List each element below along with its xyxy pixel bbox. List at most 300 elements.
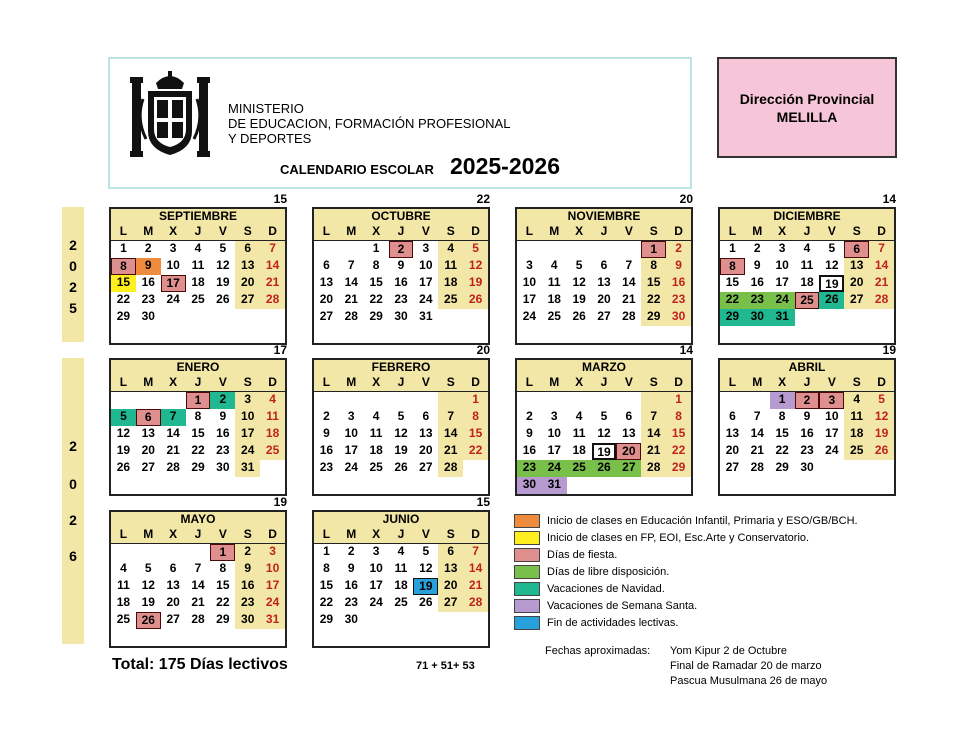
weekday-label: L — [322, 224, 331, 238]
calendar-day: 22 — [775, 443, 789, 457]
empty-day — [745, 392, 770, 409]
empty-day — [186, 309, 211, 326]
calendar-day: 28 — [869, 292, 894, 309]
calendar-day: 3 — [819, 392, 844, 409]
calendar-day: 25 — [369, 460, 383, 474]
calendar-day: 14 — [166, 426, 180, 440]
calendar-day: 12 — [216, 258, 230, 272]
calendar-day: 27 — [235, 292, 260, 309]
calendar-day: 9 — [397, 258, 405, 272]
calendar-day: 14 — [869, 258, 894, 275]
calendar-day: 25 — [116, 612, 131, 626]
calendar-day: 23 — [745, 292, 770, 309]
calendar-day: 10 — [369, 561, 383, 575]
month-day-count: 19 — [882, 343, 896, 357]
calendar-day: 13 — [725, 426, 740, 440]
date-note: Pascua Musulmana 26 de mayo — [670, 675, 828, 687]
calendar-day: 23 — [344, 595, 358, 609]
calendar-day: 26 — [216, 292, 230, 306]
empty-day — [260, 309, 285, 326]
calendar-day: 23 — [394, 292, 408, 306]
empty-day — [869, 309, 894, 326]
empty-day — [567, 241, 592, 258]
calendar-day: 23 — [517, 460, 542, 477]
calendar-day: 3 — [260, 544, 285, 561]
empty-day — [364, 392, 389, 409]
calendar-day: 21 — [260, 275, 285, 292]
calendar-day: 20 — [597, 292, 611, 306]
calendar-day: 17 — [260, 578, 285, 595]
calendar-day: 7 — [753, 409, 761, 423]
weekday-label: X — [575, 224, 584, 238]
empty-day — [438, 309, 463, 326]
weekday-label: S — [446, 224, 455, 238]
empty-day — [745, 477, 770, 494]
weekday-label: S — [446, 375, 455, 389]
calendar-day: 28 — [750, 460, 764, 474]
year-digit: 2 — [69, 279, 77, 295]
calendar-day: 20 — [319, 292, 334, 306]
calendar-day: 16 — [522, 443, 537, 457]
calendar-day: 28 — [641, 460, 666, 477]
empty-day — [517, 392, 542, 409]
empty-day — [111, 629, 136, 646]
empty-day — [111, 326, 136, 343]
calendar-day: 19 — [572, 292, 586, 306]
calendar-day: 21 — [463, 578, 488, 595]
calendar-day: 11 — [572, 426, 586, 440]
calendar-day: 15 — [216, 578, 230, 592]
calendar-day: 20 — [141, 443, 155, 457]
calendar-day: 6 — [729, 409, 736, 423]
weekday-label: V — [624, 375, 633, 389]
weekday-label: J — [397, 527, 405, 541]
weekday-label: L — [119, 527, 128, 541]
calendar-day: 7 — [438, 409, 463, 426]
empty-day — [260, 477, 285, 494]
calendar-day: 19 — [592, 443, 617, 460]
weekday-label: S — [649, 375, 658, 389]
empty-day — [235, 477, 260, 494]
calendar-day: 12 — [116, 426, 131, 440]
empty-day — [438, 629, 463, 646]
empty-day — [111, 392, 136, 409]
empty-day — [641, 477, 666, 494]
calendar-day: 25 — [844, 443, 869, 460]
empty-day — [314, 241, 339, 258]
empty-day — [413, 326, 438, 343]
calendar-day: 3 — [347, 409, 355, 423]
calendar-day: 12 — [419, 561, 433, 575]
calendar-day: 23 — [141, 292, 155, 306]
empty-day — [210, 477, 235, 494]
calendar-day: 4 — [844, 392, 869, 409]
calendar-day: 11 — [800, 258, 814, 272]
empty-day — [745, 326, 770, 343]
calendar-day: 27 — [166, 612, 180, 626]
ministry-name: MINISTERIO DE EDUCACION, FORMACIÓN PROFESIONAL Y DEPORTES — [228, 101, 511, 146]
calendar-day: 3 — [169, 241, 177, 255]
calendar-day: 25 — [547, 309, 561, 323]
calendar-day: 15 — [725, 275, 740, 289]
empty-day — [339, 392, 364, 409]
weekday-label: M — [346, 527, 357, 541]
month-calendar — [109, 495, 287, 648]
calendar-day: 27 — [141, 460, 155, 474]
weekday-label: X — [778, 375, 787, 389]
empty-day — [314, 477, 339, 494]
calendar-day: 18 — [572, 443, 586, 457]
calendar-day: 29 — [720, 309, 745, 326]
weekday-label: L — [728, 375, 737, 389]
calendar-day: 30 — [344, 612, 358, 626]
weekday-header — [111, 223, 285, 241]
month-calendar — [718, 343, 896, 496]
calendar-day: 8 — [219, 561, 227, 575]
empty-day — [389, 629, 414, 646]
calendar-day: 27 — [597, 309, 611, 323]
empty-day — [314, 629, 339, 646]
month-calendar — [312, 495, 490, 648]
calendar-day: 3 — [422, 241, 430, 255]
calendar-day: 23 — [800, 443, 814, 457]
calendar-day: 27 — [419, 460, 433, 474]
weekday-label: L — [525, 375, 534, 389]
month-title: FEBRERO — [314, 360, 488, 374]
weekday-label: D — [877, 224, 886, 238]
weekday-header — [314, 374, 488, 392]
calendar-day: 13 — [235, 258, 260, 275]
month-day-count: 19 — [273, 495, 287, 509]
calendar-day: 6 — [844, 241, 869, 258]
calendar-day: 9 — [526, 426, 533, 440]
empty-day — [339, 477, 364, 494]
month-day-count: 14 — [679, 343, 693, 357]
empty-day — [136, 392, 161, 409]
calendar-day: 19 — [463, 275, 488, 292]
weekday-label: J — [600, 375, 608, 389]
calendar-day: 21 — [191, 595, 205, 609]
empty-day — [844, 309, 869, 326]
calendar-day: 15 — [666, 426, 691, 443]
calendar-day: 27 — [319, 309, 334, 323]
calendar-day: 21 — [622, 292, 636, 306]
empty-day — [720, 392, 745, 409]
calendar-day: 3 — [235, 392, 260, 409]
legend-item: Inicio de clases en Educación Infantil, Primaria y ESO/GB/BCH. — [514, 512, 858, 529]
calendar-day: 24 — [369, 595, 383, 609]
empty-day — [389, 392, 414, 409]
calendar-day: 19 — [216, 275, 230, 289]
calendar-day: 5 — [422, 544, 430, 558]
calendar-day: 29 — [641, 309, 666, 326]
month-day-count: 20 — [476, 343, 490, 357]
calendar-day: 19 — [116, 443, 131, 457]
month-day-count: 15 — [273, 192, 287, 206]
calendar-day: 4 — [194, 241, 202, 255]
empty-day — [869, 326, 894, 343]
calendar-day: 22 — [319, 595, 334, 609]
calendar-day: 30 — [235, 612, 260, 629]
calendar-day: 8 — [194, 409, 202, 423]
calendar-day: 5 — [397, 409, 405, 423]
weekday-label: J — [194, 375, 202, 389]
empty-day — [844, 460, 869, 477]
empty-day — [413, 392, 438, 409]
month-title: MARZO — [517, 360, 691, 374]
calendar-day: 2 — [389, 241, 414, 258]
calendar-day: 26 — [116, 460, 131, 474]
calendar-day: 10 — [775, 258, 789, 272]
empty-day — [592, 392, 617, 409]
empty-day — [567, 477, 592, 494]
calendar-day: 31 — [260, 612, 285, 629]
weekday-label: D — [268, 527, 277, 541]
calendar-day: 6 — [323, 258, 330, 272]
calendar-day: 12 — [463, 258, 488, 275]
calendar-day: 10 — [166, 258, 180, 272]
calendar-day: 27 — [616, 460, 641, 477]
weekday-label: L — [728, 224, 737, 238]
empty-day — [869, 477, 894, 494]
weekday-label: M — [346, 375, 357, 389]
weekday-label: V — [218, 375, 227, 389]
calendar-day: 14 — [438, 426, 463, 443]
calendar-day: 16 — [394, 275, 408, 289]
days-sum: 71 + 51+ 53 — [416, 660, 475, 672]
calendar-day: 26 — [592, 460, 617, 477]
calendar-day: 12 — [572, 275, 586, 289]
weekday-header — [720, 374, 894, 392]
calendar-day: 6 — [422, 409, 430, 423]
calendar-day: 30 — [517, 477, 542, 494]
empty-day — [720, 326, 745, 343]
weekday-label: X — [169, 527, 178, 541]
calendar-day: 18 — [394, 578, 408, 592]
empty-day — [770, 477, 795, 494]
empty-day — [235, 309, 260, 326]
empty-day — [819, 477, 844, 494]
calendar-day: 28 — [622, 309, 636, 323]
empty-day — [542, 326, 567, 343]
weekday-label: J — [194, 527, 202, 541]
empty-day — [413, 629, 438, 646]
calendar-day: 31 — [770, 309, 795, 326]
calendar-day: 16 — [750, 275, 764, 289]
calendar-day: 18 — [116, 595, 131, 609]
calendar-day: 28 — [166, 460, 180, 474]
month-title: SEPTIEMBRE — [111, 209, 285, 223]
weekday-label: J — [397, 375, 405, 389]
calendar-day: 18 — [844, 426, 869, 443]
weekday-label: M — [346, 224, 357, 238]
weekday-label: L — [322, 375, 331, 389]
calendar-day: 3 — [550, 409, 558, 423]
year-digit: 2 — [69, 512, 77, 528]
calendar-day: 16 — [141, 275, 155, 289]
calendar-day: 1 — [770, 392, 795, 409]
weekday-label: V — [421, 375, 430, 389]
month-day-count: 22 — [476, 192, 490, 206]
calendar-day: 11 — [438, 258, 463, 275]
weekday-label: L — [119, 224, 128, 238]
calendar-day: 6 — [625, 409, 633, 423]
empty-day — [161, 309, 186, 326]
calendar-day: 1 — [729, 241, 736, 255]
month-title: OCTUBRE — [314, 209, 488, 223]
total-days: Total: 175 Días lectivos — [112, 656, 288, 673]
calendar-day: 2 — [347, 544, 355, 558]
empty-day — [210, 629, 235, 646]
calendar-day: 22 — [369, 292, 383, 306]
calendar-day: 4 — [803, 241, 811, 255]
empty-day — [616, 392, 641, 409]
calendar-day: 1 — [641, 241, 666, 258]
empty-day — [364, 477, 389, 494]
weekday-label: M — [752, 375, 763, 389]
empty-day — [795, 326, 820, 343]
calendar-day: 11 — [369, 426, 383, 440]
empty-day — [314, 392, 339, 409]
calendar-day: 2 — [753, 241, 761, 255]
weekday-label: S — [243, 224, 252, 238]
empty-day — [186, 544, 211, 561]
weekday-label: V — [421, 527, 430, 541]
empty-day — [111, 477, 136, 494]
calendar-day: 17 — [775, 275, 789, 289]
empty-day — [260, 629, 285, 646]
calendar-day: 18 — [800, 275, 814, 289]
calendar-day: 17 — [522, 292, 537, 306]
empty-day — [517, 326, 542, 343]
calendar-day: 28 — [463, 595, 488, 612]
calendar-day: 2 — [323, 409, 330, 423]
weekday-label: M — [143, 527, 154, 541]
calendar-day: 30 — [141, 309, 155, 323]
empty-day — [641, 392, 666, 409]
calendar-day: 5 — [600, 409, 608, 423]
approximate-dates — [545, 644, 827, 689]
calendar-day: 21 — [344, 292, 358, 306]
calendar-day: 1 — [666, 392, 691, 409]
empty-day — [111, 544, 136, 561]
calendar-day: 9 — [136, 258, 161, 275]
weekday-label: X — [169, 224, 178, 238]
empty-day — [770, 326, 795, 343]
calendar-day: 23 — [666, 292, 691, 309]
calendar-day: 8 — [463, 409, 488, 426]
empty-day — [592, 477, 617, 494]
province-name: MELILLA — [776, 108, 838, 125]
calendar-day: 9 — [219, 409, 227, 423]
calendar-day: 17 — [419, 275, 433, 289]
calendar-day: 10 — [825, 409, 839, 423]
calendar-day: 30 — [216, 460, 230, 474]
weekday-label: X — [372, 224, 381, 238]
weekday-label: D — [268, 375, 277, 389]
calendar-day: 3 — [778, 241, 786, 255]
empty-day — [819, 460, 844, 477]
calendar-day: 15 — [191, 426, 205, 440]
weekday-label: D — [471, 375, 480, 389]
calendar-day: 15 — [319, 578, 334, 592]
empty-day — [666, 477, 691, 494]
month-calendar — [312, 192, 490, 345]
empty-day — [413, 612, 438, 629]
weekday-label: L — [119, 375, 128, 389]
calendar-day: 5 — [869, 392, 894, 409]
empty-day — [161, 629, 186, 646]
calendar-day: 29 — [116, 309, 131, 323]
calendar-day: 6 — [438, 544, 463, 561]
calendar-day: 18 — [547, 292, 561, 306]
empty-day — [136, 544, 161, 561]
month-title: ENERO — [111, 360, 285, 374]
calendar-day: 12 — [141, 578, 155, 592]
calendar-day: 4 — [550, 258, 558, 272]
calendar-day: 9 — [347, 561, 355, 575]
calendar-day: 11 — [547, 275, 561, 289]
calendar-day: 27 — [844, 292, 869, 309]
weekday-label: M — [143, 375, 154, 389]
empty-day — [235, 326, 260, 343]
calendar-day: 10 — [260, 561, 285, 578]
calendar-day: 31 — [235, 460, 260, 477]
weekday-label: M — [143, 224, 154, 238]
calendar-day: 25 — [191, 292, 205, 306]
calendar-day: 7 — [260, 241, 285, 258]
weekday-header — [517, 374, 691, 392]
calendar-day: 31 — [419, 309, 433, 323]
weekday-label: X — [778, 224, 787, 238]
date-note: Yom Kipur 2 de Octubre — [670, 645, 787, 657]
approximate-dates-label: Fechas aproximadas: — [545, 645, 651, 657]
empty-day — [819, 326, 844, 343]
calendar-day: 14 — [750, 426, 764, 440]
province-line1: Dirección Provincial — [739, 90, 875, 107]
date-note: Final de Ramadar 20 de marzo — [670, 660, 822, 672]
province-box — [717, 57, 897, 158]
calendar-day: 23 — [216, 443, 230, 457]
calendar-day: 7 — [641, 409, 666, 426]
calendar-day: 4 — [575, 409, 583, 423]
calendar-day: 2 — [235, 544, 260, 561]
calendar-day: 18 — [260, 426, 285, 443]
calendar-day: 19 — [413, 578, 438, 595]
calendar-day: 18 — [438, 275, 463, 292]
calendar-day: 14 — [463, 561, 488, 578]
calendar-day: 29 — [191, 460, 205, 474]
calendar-day: 24 — [235, 443, 260, 460]
calendar-day: 13 — [597, 275, 611, 289]
year-digit: 2 — [69, 237, 77, 253]
empty-day — [438, 612, 463, 629]
calendar-day: 2 — [526, 409, 533, 423]
calendar-day: 14 — [344, 275, 358, 289]
calendar-day: 12 — [825, 258, 839, 272]
legend-item: Fin de actividades lectivas. — [514, 614, 858, 631]
calendar-day: 8 — [666, 409, 691, 426]
calendar-day: 1 — [463, 392, 488, 409]
month-title: ABRIL — [720, 360, 894, 374]
calendar-day: 30 — [394, 309, 408, 323]
empty-day — [819, 309, 844, 326]
calendar-day: 7 — [625, 258, 633, 272]
weekday-label: J — [600, 224, 608, 238]
calendar-day: 26 — [463, 292, 488, 309]
calendar-day: 30 — [666, 309, 691, 326]
empty-day — [463, 612, 488, 629]
